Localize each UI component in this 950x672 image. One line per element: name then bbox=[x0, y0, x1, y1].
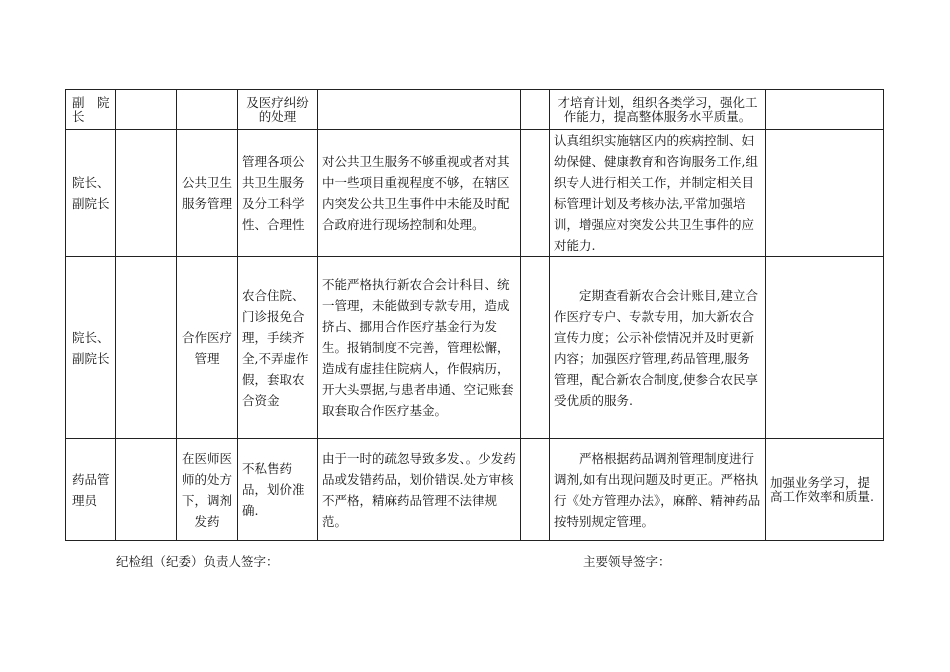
measure-cell: 严格根据药品调剂管理制度进行调剂,如有出现问题及时更正。严格执行《处方管理办法》，麻醉、精神药品按特别规定管理。 bbox=[550, 439, 766, 541]
remark-cell bbox=[766, 90, 884, 130]
role-cell: 药品管理员 bbox=[66, 439, 116, 541]
remark-cell: 加强业务学习，提高工作效率和质量. bbox=[766, 439, 884, 541]
task-cell: 管理各项公共卫生服务及分工科学性、合理性 bbox=[238, 130, 318, 257]
blank-cell bbox=[116, 130, 177, 257]
discipline-signature-label: 纪检组（纪委）负责人签字： bbox=[116, 554, 279, 569]
blank-cell bbox=[116, 257, 177, 439]
area-cell: 在医师医师的处方下，调剂发药 bbox=[177, 439, 238, 541]
task-cell: 不私售药品，划价准确. bbox=[238, 439, 318, 541]
role-cell: 副 院长 bbox=[66, 90, 116, 130]
blank-cell bbox=[521, 130, 550, 257]
remark-cell bbox=[766, 130, 884, 257]
area-cell: 公共卫生服务管理 bbox=[177, 130, 238, 257]
table-row bbox=[66, 439, 884, 541]
table-row bbox=[66, 90, 884, 130]
area-cell bbox=[177, 90, 238, 130]
risk-table bbox=[65, 89, 884, 541]
blank-cell bbox=[521, 257, 550, 439]
risk-cell: 对公共卫生服务不够重视或者对其中一些项目重视程度不够，在辖区内突发公共卫生事件中未能及时配合政府进行现场控制和处理。 bbox=[318, 130, 521, 257]
measure-cell: 认真组织实施辖区内的疾病控制、妇幼保健、健康教育和咨询服务工作,组织专人进行相关工作，并制定相关目标管理计划及考核办法,平常加强培训，增强应对突发公共卫生事件的应对能力. bbox=[550, 130, 766, 257]
measure-cell: 才培育计划，组织各类学习，强化工作能力，提高整体服务水平质量。 bbox=[550, 90, 766, 130]
blank-cell bbox=[521, 90, 550, 130]
risk-cell: 不能严格执行新农合会计科目、统一管理，未能做到专款专用，造成挤占、挪用合作医疗基金行为发生。报销制度不完善，管理松懈，造成有虚挂住院病人，作假病历，开大头票据,与患者串通、空记账套取套取合作医疗基金。 bbox=[318, 257, 521, 439]
table-row bbox=[66, 257, 884, 439]
task-cell: 农合住院、门诊报免合理，手续齐全,不弄虚作假，套取农合资金 bbox=[238, 257, 318, 439]
blank-cell bbox=[116, 439, 177, 541]
area-cell: 合作医疗管理 bbox=[177, 257, 238, 439]
risk-cell bbox=[318, 90, 521, 130]
task-cell: 及医疗纠纷的处理 bbox=[238, 90, 318, 130]
measure-cell: 定期查看新农合会计账目,建立合作医疗专户、专款专用，加大新农合宣传力度；公示补偿情况并及时更新内容；加强医疗管理,药品管理,服务管理，配合新农合制度,使参合农民享受优质的服务. bbox=[550, 257, 766, 439]
risk-cell: 由于一时的疏忽导致多发、。少发药品或发错药品，划价错误.处方审核不严格，精麻药品管理不法律规范。 bbox=[318, 439, 521, 541]
role-cell: 院长、副院长 bbox=[66, 257, 116, 439]
role-cell: 院长、副院长 bbox=[66, 130, 116, 257]
blank-cell bbox=[521, 439, 550, 541]
blank-cell bbox=[116, 90, 177, 130]
leader-signature-label: 主要领导签字： bbox=[583, 554, 671, 569]
table-row bbox=[66, 130, 884, 257]
remark-cell bbox=[766, 257, 884, 439]
